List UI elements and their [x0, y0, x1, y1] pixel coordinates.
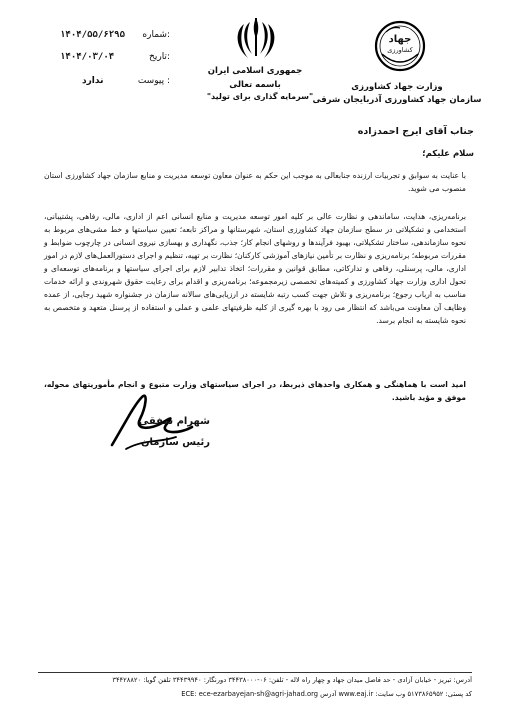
letter-number-label: شماره: [142, 30, 170, 40]
logo-text-jahad: جهاد [388, 34, 412, 45]
organization-name: سازمان جهاد کشاورزی آذربایجان شرقی [312, 95, 482, 105]
ministry-name: وزارت جهاد کشاورزی [351, 82, 443, 92]
greeting: سلام علیکم؛ [422, 149, 474, 159]
footer-divider [38, 672, 472, 673]
attachment-label: پیوست : [137, 76, 170, 86]
in-the-name-text: باسمه تعالی [229, 80, 281, 90]
slogan-text: "سرمایه گذاری برای تولید" [206, 92, 314, 101]
duties-paragraph: برنامه‌ریزی، هدایت، ساماندهی و نظارت عالی بر کلیه امور توسعه مدیریت و منابع انسانی اعم از اداری، مالی، رفاهی، پشتیبانی، استخدامی و تشکیلاتی در سطح سازمان جهاد کشاورزی استان، شهرستانها و مراکز تابعه؛ تعیین سیاستها و خط مشی‌های مربوط به نحوه سازماندهی، ساختار تشکیلاتی، بهبود فرآیندها و روشهای انجام کار؛ جذب، نگهداری و بهسازی نیروی انسانی در چارچوب ضوابط و مقررات مربوطه؛ برنامه‌ریزی و نظارت بر تأمین نیازهای آموزشی کارکنان؛ نظارت بر تهیه، تنظیم و اجرای دستورالعمل‌های لازم در امور اداری، مالی، پرسنلی، رفاهی و تدارکاتی، مطابق قوانین و مقررات؛ اتخاذ تدابیر لازم برای اجرای سیاستها و برنامه‌های توسعه‌ای و تحول اداری وزارت جهاد کشاورزی و کمیته‌های تخصصی زیرمجموعه؛ برنامه‌ریزی و اقدام برای رعایت حقوق شهروندی و ارائه خدمات مناسب به ارباب رجوع؛ برنامه‌ریزی و تلاش جهت کسب رتبه شایسته در ارزیابی‌های سالانه سازمان در جشنواره شهید رجایی، از عمده وظایف آن معاونت می‌باشد که انتظار می رود با بهره گیری از کلیه ظرفیتهای علمی و عملی و استفاده از پرسنل متعهد و متخصص به نحوه شایسته به انجام برسد. [44, 212, 466, 325]
attachment-row [60, 76, 170, 90]
republic-text: جمهوری اسلامی ایران [207, 66, 303, 76]
addressee: جناب آقای ایرج احمدزاده [357, 126, 474, 137]
closing-paragraph: امید است با هماهنگی و همکاری واحدهای ذیربط، در اجرای سیاستهای وزارت متبوع و انجام مأموریتهای محوله، موفق و مؤید باشید. [44, 380, 466, 402]
letter-number-value: ۱۴۰۴/۵۵/۶۲۹۵ [60, 30, 126, 40]
signatory-name: شهرام شفقی [138, 416, 210, 427]
iran-emblem-icon [232, 14, 280, 62]
appointment-paragraph: با عنایت به سوابق و تجربیات ارزنده جنابعالی به موجب این حکم به عنوان معاون توسعه مدیریت و منابع سازمان جهاد کشاورزی استان منصوب می شوید. [44, 171, 466, 193]
footer-address: آدرس: تبریز - خیابان آزادی - حد فاصل میدان جهاد و چهار راه لاله - تلفن: ۰۶-۳۴۴۳۸۰۰۰ دورنگار: ۳۴۴۳۹۹۴۰ تلفن گویا: ۳۴۴۲۸۸۲۰ [112, 676, 472, 684]
letter-date-row [60, 52, 170, 66]
logo-text-keshavarzi: کشاورزی [387, 46, 413, 54]
footer-contact: کد پستی: ۵۱۷۳۸۶۵۹۵۲ وب سایت: www.eaj.ir آدرس ECE: ece-ezarbayejan-sh@agri-jahad.org [181, 690, 472, 698]
letter-date-label: تاریخ: [149, 52, 170, 62]
letter-date-value: ۱۴۰۴/۰۳/۰۴ [60, 52, 115, 62]
letter-number-row [60, 30, 170, 44]
signatory-title: رئیس سازمان [140, 437, 210, 448]
attachment-value: ندارد [82, 76, 104, 86]
